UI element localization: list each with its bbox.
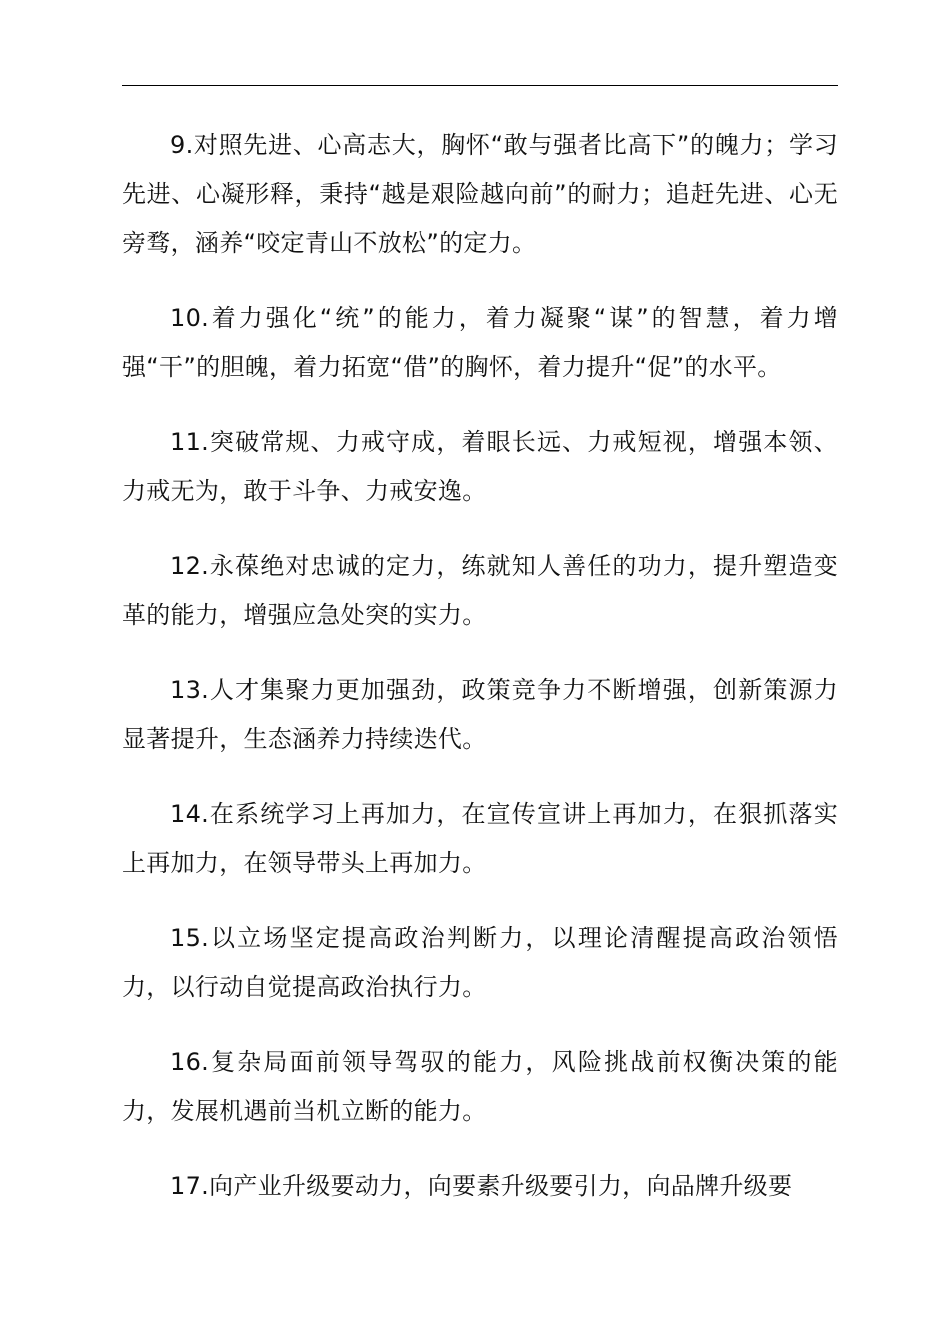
paragraph-15: 15.以立场坚定提高政治判断力，以理论清醒提高政治领悟力，以行动自觉提高政治执行力。 <box>122 924 838 1001</box>
paragraph-9: 9.对照先进、心高志大，胸怀“敢与强者比高下”的魄力；学习先进、心凝形释，秉持“越是艰险越向前”的耐力；追赶先进、心无旁骛，涵养“咬定青山不放松”的定力。 <box>122 131 838 257</box>
paragraph-12: 12.永葆绝对忠诚的定力，练就知人善任的功力，提升塑造变革的能力，增强应急处突的实力。 <box>122 552 838 629</box>
paragraph-17: 17.向产业升级要动力，向要素升级要引力，向品牌升级要 <box>170 1172 793 1200</box>
document-body <box>122 121 838 1237</box>
paragraph-16: 16.复杂局面前领导驾驭的能力，风险挑战前权衡决策的能力，发展机遇前当机立断的能力。 <box>122 1048 838 1125</box>
header-rule <box>122 85 838 86</box>
paragraph-13: 13.人才集聚力更加强劲，政策竞争力不断增强，创新策源力显著提升，生态涵养力持续迭代。 <box>122 676 838 753</box>
paragraph-11: 11.突破常规、力戒守成，着眼长远、力戒短视，增强本领、力戒无为，敢于斗争、力戒安逸。 <box>122 428 838 505</box>
paragraph-10: 10.着力强化“统”的能力，着力凝聚“谋”的智慧，着力增强“干”的胆魄，着力拓宽“借”的胸怀，着力提升“促”的水平。 <box>122 304 838 381</box>
paragraph-14: 14.在系统学习上再加力，在宣传宣讲上再加力，在狠抓落实上再加力，在领导带头上再加力。 <box>122 800 838 877</box>
